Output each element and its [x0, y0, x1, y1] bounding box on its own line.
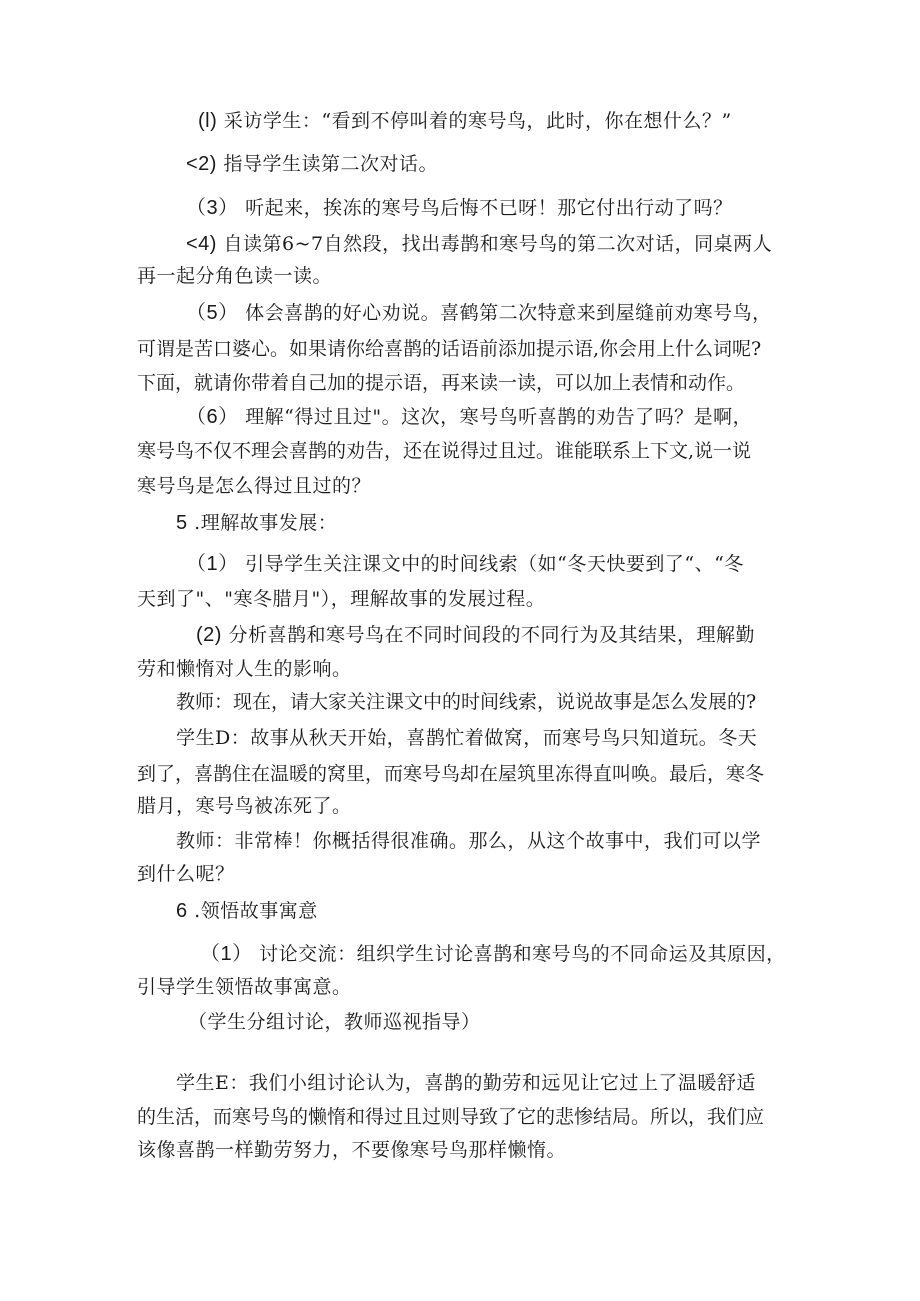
list-marker: （1） [186, 553, 239, 575]
text-line [137, 862, 235, 886]
line-text: 教师：现在，请大家关注课文中的时间线索，说说故事是怎么发展的? [176, 691, 757, 713]
text-line [198, 109, 732, 133]
text-line [137, 371, 745, 395]
text-line [137, 439, 751, 463]
text-line [137, 975, 352, 999]
text-line [137, 1105, 764, 1129]
line-text: 下面，就请你带着自己加的提示语，再来读一读，可以加上表情和动作。 [137, 372, 746, 394]
list-marker: （3） [186, 197, 239, 219]
line-text: 理解“得过且过"。这次，寒号鸟听喜鹊的劝告了吗？是啊， [245, 406, 753, 428]
list-marker: (2) [196, 624, 222, 646]
text-line [137, 337, 761, 361]
text-line [188, 1010, 481, 1034]
line-text: 劳和懒惰对人生的影响。 [137, 658, 352, 680]
text-line [186, 196, 733, 220]
text-line [176, 1071, 756, 1095]
line-text: 采访学生：“看到不停叫着的寒号鸟，此时，你在想什么？” [223, 110, 732, 132]
text-line [137, 474, 371, 498]
line-text: .领悟故事寓意 [194, 900, 318, 922]
text-line [176, 511, 337, 535]
line-text: 的生活，而寒号鸟的懒惰和得过且过则导致了它的悲惨结局。所以，我们应 [137, 1106, 765, 1128]
line-text: 该像喜鹊一样勤劳努力，不要像寒号鸟那样懒惰。 [137, 1139, 567, 1161]
line-text: 学生D：故事从秋天开始，喜鹊忙着做窝，而寒号鸟只知道玩。冬天 [176, 727, 758, 749]
text-line [186, 301, 772, 325]
line-text: .理解故事发展： [194, 512, 338, 534]
text-line [137, 794, 352, 818]
text-line [176, 899, 318, 923]
list-marker: 5 [176, 512, 188, 534]
text-line [137, 762, 764, 786]
line-text: 到什么呢？ [137, 863, 235, 885]
list-marker: <2) [186, 153, 217, 175]
text-line [137, 657, 352, 681]
line-text: 到了，喜鹊住在温暖的窝里，而寒号鸟却在屋筑里冻得直叫唤。最后，寒冬 [137, 763, 765, 785]
line-text: 可谓是苦口婆心。如果请你给喜鹊的话语前添加提示语,你会用上什么词呢? [137, 338, 762, 360]
line-text: 讨论交流：组织学生讨论喜鹊和寒号鸟的不同命运及其原因， [259, 943, 786, 965]
text-line [186, 552, 744, 576]
text-line [176, 726, 757, 750]
line-text: 引导学生领悟故事寓意。 [137, 976, 352, 998]
list-marker: (l) [198, 110, 218, 132]
text-line [137, 587, 545, 611]
line-text: 自读第6~7自然段，找出毒鹊和寒号鸟的第二次对话，同桌两人 [223, 233, 773, 255]
text-line [186, 152, 438, 176]
line-text: 再一起分角色读一读。 [137, 265, 333, 287]
text-line [176, 829, 761, 853]
text-line [176, 690, 756, 714]
line-text: 腊月，寒号鸟被冻死了。 [137, 795, 352, 817]
line-text: （学生分组讨论，教师巡视指导） [188, 1011, 481, 1033]
text-line [186, 405, 752, 429]
line-text: 引导学生关注课文中的时间线索（如“冬天快要到了“、“冬 [245, 553, 744, 575]
line-text: 教师：非常棒！你概括得很准确。那么，从这个故事中，我们可以学 [176, 830, 762, 852]
text-line [200, 942, 786, 966]
text-line [196, 623, 755, 647]
line-text: 学生E：我们小组讨论认为，喜鹊的勤劳和远见让它过上了温暖舒适 [176, 1072, 756, 1094]
list-marker: <4) [186, 233, 217, 255]
line-text: 寒号鸟是怎么得过且过的？ [137, 475, 372, 497]
text-line [137, 1138, 566, 1162]
text-line [137, 264, 332, 288]
list-marker: （6） [186, 406, 239, 428]
line-text: 体会喜鹊的好心劝说。喜鹤第二次特意来到屋缝前劝寒号鸟， [245, 302, 772, 324]
line-text: 天到了"、"寒冬腊月"），理解故事的发展过程。 [137, 588, 546, 610]
list-marker: （1） [200, 943, 253, 965]
list-marker: 6 [176, 900, 188, 922]
line-text: 指导学生读第二次对话。 [223, 153, 439, 175]
line-text: 寒号鸟不仅不理会喜鹊的劝告，还在说得过且过。谁能联系上下文,说一说 [137, 440, 752, 462]
line-text: 分析喜鹊和寒号鸟在不同时间段的不同行为及其结果，理解勤 [228, 624, 756, 646]
list-marker: （5） [186, 302, 239, 324]
text-line [186, 232, 772, 256]
line-text: 听起来，挨冻的寒号鸟后悔不已呀！那它付出行动了吗？ [245, 197, 733, 219]
